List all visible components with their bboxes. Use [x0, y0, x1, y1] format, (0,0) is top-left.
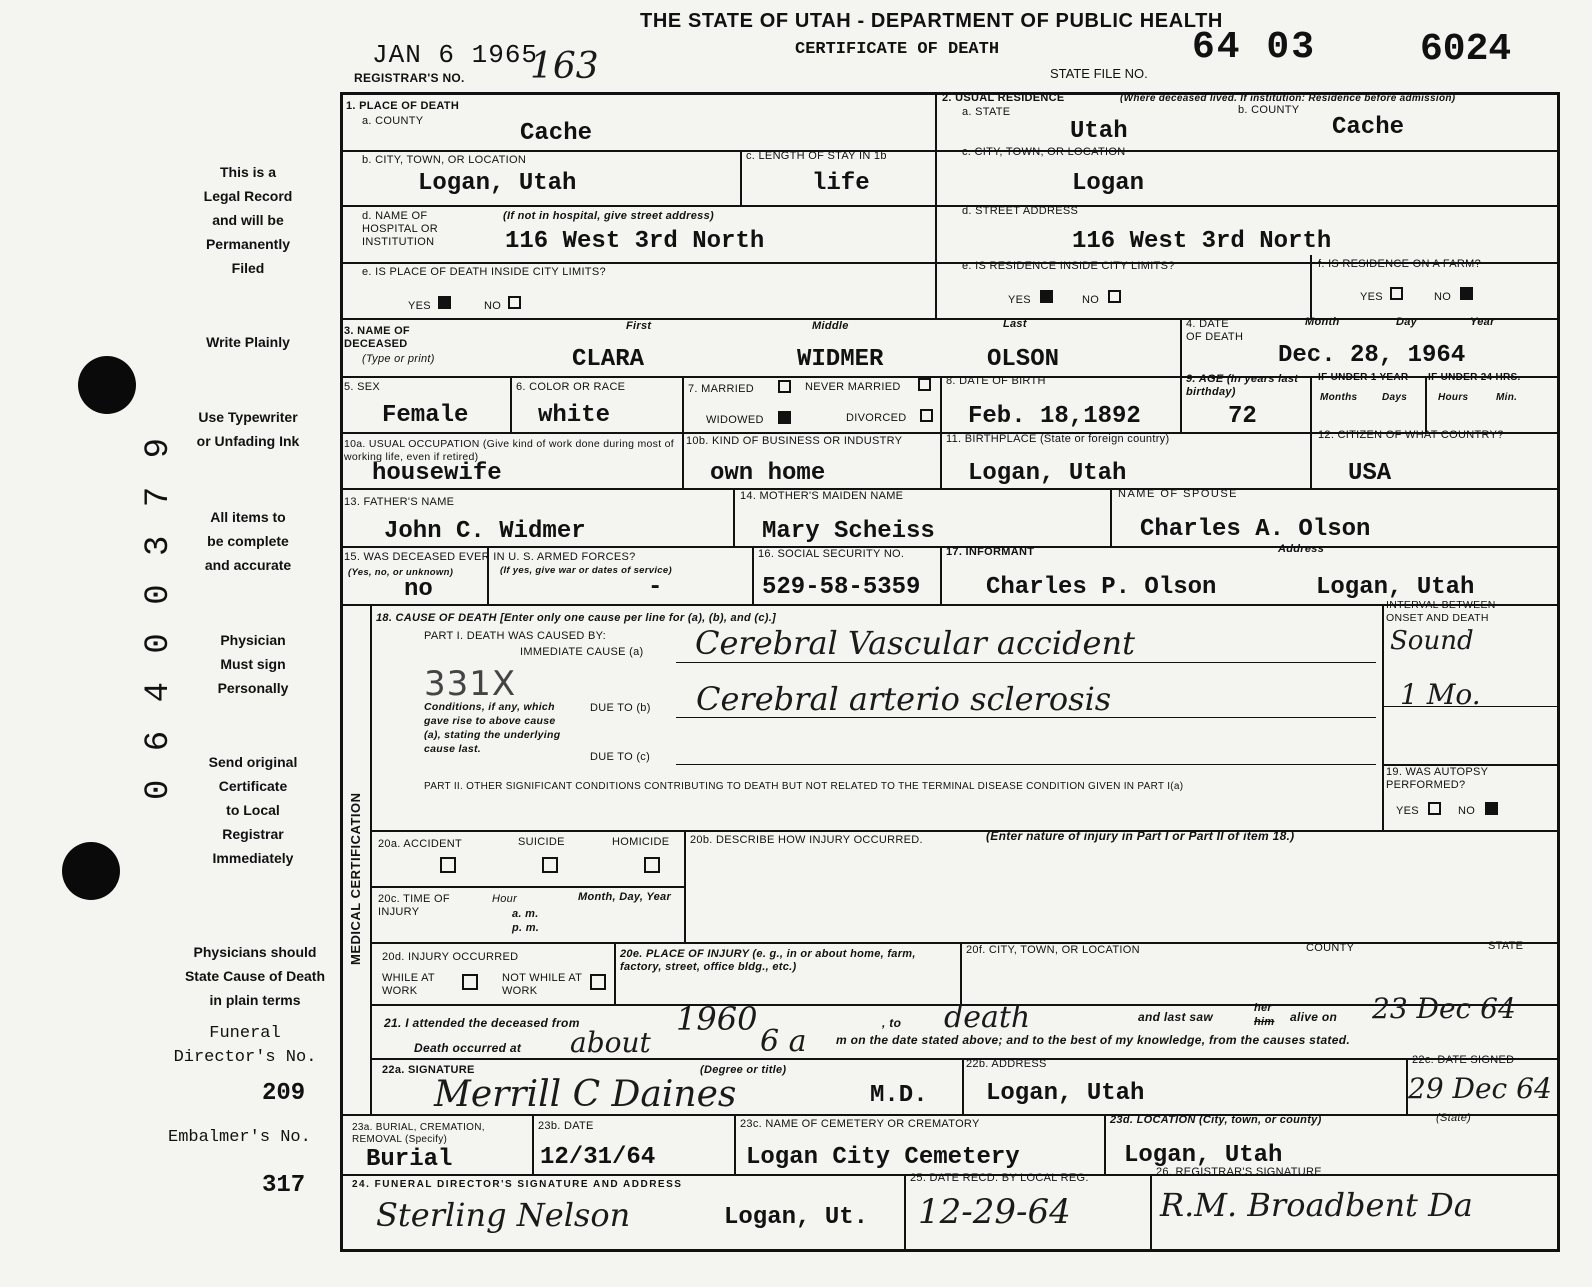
death-occurred-label: Death occurred at [414, 1041, 522, 1055]
length-of-stay-label: c. LENGTH OF STAY IN 1b [746, 150, 887, 162]
received-date-stamp: JAN 6 1965 [372, 40, 539, 70]
interval-a-value: Sound [1390, 626, 1474, 656]
res-farm-yes-checkbox[interactable] [1390, 287, 1403, 300]
accident-label: 20a. ACCIDENT [378, 838, 462, 850]
funeral-director-number: 209 [262, 1080, 306, 1107]
date-of-death-label: 4. DATE OF DEATH [1186, 318, 1244, 343]
res-inside-no-label: NO [1082, 294, 1100, 306]
res-city-label: c. CITY, TOWN, OR LOCATION [962, 146, 1126, 158]
res-county-value: Cache [1332, 114, 1405, 141]
funeral-director-sig-label: 24. FUNERAL DIRECTOR'S SIGNATURE AND ADDRESS [352, 1179, 683, 1190]
father-value: John C. Widmer [384, 518, 586, 545]
vertical-serial-number: 0 6 4 0 0 3 7 9 [140, 433, 178, 800]
burial-date-value: 12/31/64 [540, 1144, 656, 1171]
degree-label: (Degree or title) [700, 1064, 787, 1076]
attended-to-value: death [944, 1000, 1031, 1035]
not-while-at-work-label: NOT WHILE AT WORK [502, 972, 583, 997]
res-state-label: a. STATE [962, 106, 1011, 118]
death-inside-yes-label: YES [408, 300, 431, 312]
signature-label: 22a. SIGNATURE [382, 1064, 475, 1076]
cause-of-death-label: 18. CAUSE OF DEATH [Enter only one cause per line for (a), (b), and (c).] [376, 612, 777, 624]
state-file-label: STATE FILE NO. [1050, 66, 1148, 81]
divorced-checkbox[interactable] [920, 409, 933, 422]
res-inside-city-label: e. IS RESIDENCE INSIDE CITY LIMITS? [962, 260, 1175, 272]
state-file-number-part2: 6024 [1420, 28, 1512, 71]
dob-label: 8. DATE OF BIRTH [946, 375, 1046, 387]
am-label: a. m. [512, 908, 539, 920]
due-to-c-label: DUE TO (c) [590, 751, 651, 763]
alive-on-label: alive on [1290, 1010, 1338, 1024]
informant-label: 17. INFORMANT [946, 546, 1035, 558]
middle-name-label: Middle [812, 320, 849, 332]
spouse-label: NAME OF SPOUSE [1118, 488, 1239, 500]
injury-city-label: 20f. CITY, TOWN, OR LOCATION [966, 944, 1140, 956]
months-label: Months [1320, 392, 1358, 403]
while-at-work-label: WHILE AT WORK [382, 972, 435, 997]
race-label: 6. COLOR OR RACE [516, 381, 626, 393]
length-of-stay-value: life [812, 170, 870, 197]
death-county-value: Cache [520, 120, 593, 147]
burial-method-label: 23a. BURIAL, CREMATION, REMOVAL (Specify) [352, 1122, 485, 1145]
father-label: 13. FATHER'S NAME [344, 496, 455, 508]
year-label: Year [1470, 316, 1495, 328]
date-received-value: 12-29-64 [918, 1192, 1071, 1232]
alive-on-value: 23 Dec 64 [1372, 992, 1516, 1025]
armed-forces-label: 15. WAS DECEASED EVER IN U. S. ARMED FORCES? [344, 551, 636, 563]
part2-label: PART II. OTHER SIGNIFICANT CONDITIONS CONTRIBUTING TO DEATH BUT NOT RELATED TO THE TERMINAL DISEASE CONDITION GIVEN IN PART I(a) [424, 781, 1184, 792]
min-label: Min. [1496, 392, 1518, 403]
death-city-label: b. CITY, TOWN, OR LOCATION [362, 154, 527, 166]
middle-name-value: WIDMER [797, 346, 884, 373]
res-city-value: Logan [1072, 170, 1145, 197]
how-injury-note: (Enter nature of injury in Part I or Part II of item 18.) [986, 829, 1295, 843]
first-name-label: First [626, 320, 652, 332]
homicide-checkbox[interactable] [644, 857, 660, 873]
ssn-value: 529-58-5359 [762, 574, 921, 601]
state-file-number-part1: 64 03 [1192, 26, 1317, 69]
embalmer-label: Embalmer's No. [168, 1128, 311, 1147]
death-time-value: 6 a [760, 1024, 807, 1059]
registrar-number: 163 [530, 46, 599, 87]
mother-label: 14. MOTHER'S MAIDEN NAME [740, 490, 904, 502]
autopsy-label: 19. WAS AUTOPSY PERFORMED? [1386, 766, 1489, 791]
sex-label: 5. SEX [344, 381, 381, 393]
embalmer-number: 317 [262, 1172, 306, 1199]
mother-value: Mary Scheiss [762, 518, 935, 545]
typewriter-note: Use Typewriter or Unfading Ink [196, 409, 300, 449]
informant-address-value: Logan, Utah [1316, 574, 1475, 601]
armed-forces-value: no [404, 576, 433, 603]
race-value: white [538, 402, 611, 429]
date-of-death-value: Dec. 28, 1964 [1278, 342, 1466, 369]
conditions-note: Conditions, if any, which gave rise to above cause (a), stating the underlying cause last. [424, 701, 561, 755]
business-label: 10b. KIND OF BUSINESS OR INDUSTRY [686, 435, 903, 447]
date-received-label: 25. DATE RECD. BY LOCAL REG. [910, 1172, 1089, 1184]
death-inside-city-label: e. IS PLACE OF DEATH INSIDE CITY LIMITS? [362, 266, 606, 278]
how-injury-label: 20b. DESCRIBE HOW INJURY OCCURRED. [690, 834, 923, 846]
month-day-year-label: Month, Day, Year [578, 891, 672, 903]
burial-location-label: 23d. LOCATION (City, town, or county) [1110, 1114, 1322, 1126]
time-of-injury-label: 20c. TIME OF INJURY [378, 893, 450, 918]
due-to-b-value: Cerebral arterio sclerosis [696, 680, 1112, 718]
registrar-signature: R.M. Broadbent Da [1160, 1186, 1473, 1224]
hospital-address-value: 116 West 3rd North [505, 228, 765, 255]
complete-note: All items to be complete and accurate [204, 509, 292, 573]
attended-from-value: 1960 [676, 1000, 758, 1038]
armed-forces-note2: (If yes, give war or dates of service) [500, 565, 672, 576]
divorced-label: DIVORCED [846, 412, 907, 424]
first-name-value: CLARA [572, 346, 645, 373]
under-1-year-label: IF UNDER 1 YEAR [1318, 372, 1409, 383]
injury-occurred-label: 20d. INJURY OCCURRED [382, 951, 519, 963]
usual-residence-label: 2. USUAL RESIDENCE [942, 92, 1065, 104]
armed-forces-dates: - [648, 574, 663, 601]
sex-value: Female [382, 402, 469, 429]
interval-label: INTERVAL BETWEEN ONSET AND DEATH [1386, 599, 1496, 624]
informant-value: Charles P. Olson [986, 574, 1217, 601]
immediate-cause-value: Cerebral Vascular accident [695, 624, 1135, 662]
pm-label: p. m. [512, 922, 540, 934]
while-at-work-checkbox[interactable] [462, 974, 478, 990]
death-inside-no-label: NO [484, 300, 502, 312]
occupation-label: 10a. USUAL OCCUPATION (Give kind of work done during most of working life, even if retired) [344, 438, 675, 463]
registrar-signature-label: 26. REGISTRAR'S SIGNATURE [1156, 1166, 1322, 1178]
part1-label: PART I. DEATH WAS CAUSED BY: [424, 630, 606, 642]
legal-record-note: This is a Legal Record and will be Permanently Filed [203, 164, 293, 276]
month-label: Month [1305, 316, 1340, 328]
widowed-label: WIDOWED [706, 414, 764, 426]
birthplace-value: Logan, Utah [968, 460, 1127, 487]
injury-county-label: COUNTY [1306, 942, 1355, 954]
age-value: 72 [1228, 403, 1257, 430]
hour-label: Hour [492, 893, 518, 905]
send-original-note: Send original Certificate to Local Registrar Immediately [208, 754, 298, 866]
injury-state-label: STATE [1488, 940, 1524, 952]
last-name-label: Last [1003, 318, 1027, 330]
res-street-label: d. STREET ADDRESS [962, 205, 1079, 217]
physician-signature: Merrill C Daines [434, 1074, 737, 1115]
hospital-label: d. NAME OF HOSPITAL OR INSTITUTION [362, 210, 439, 248]
homicide-label: HOMICIDE [612, 836, 670, 848]
armed-forces-note1: (Yes, no, or unknown) [348, 567, 454, 578]
burial-method-value: Burial [366, 1146, 453, 1173]
occupation-value: housewife [372, 460, 502, 487]
punch-hole-bottom [62, 842, 120, 900]
business-value: own home [710, 460, 826, 487]
cemetery-label: 23c. NAME OF CEMETERY OR CREMATORY [740, 1118, 980, 1130]
citizen-label: 12. CITIZEN OF WHAT COUNTRY? [1318, 429, 1504, 441]
hours-label: Hours [1438, 392, 1469, 403]
res-inside-yes-label: YES [1008, 294, 1031, 306]
physician-note: Physician Must sign Personally [217, 632, 289, 696]
funeral-director-address: Logan, Ut. [724, 1204, 869, 1231]
physician-degree: M.D. [870, 1082, 928, 1109]
never-married-checkbox[interactable] [918, 378, 931, 391]
res-county-label: b. COUNTY [1238, 104, 1300, 116]
married-label: 7. MARRIED [688, 383, 754, 395]
write-plainly-note: Write Plainly [206, 334, 290, 350]
due-to-b-label: DUE TO (b) [590, 702, 651, 714]
suicide-checkbox[interactable] [542, 857, 558, 873]
registrar-number-label: REGISTRAR'S NO. [354, 71, 465, 85]
date-signed-value: 29 Dec 64 [1408, 1072, 1552, 1105]
autopsy-no-label: NO [1458, 805, 1476, 817]
attended-line-label: 21. I attended the deceased from [384, 1016, 580, 1030]
age-label: 9. AGE (In years last birthday) [1186, 373, 1299, 398]
citizen-value: USA [1348, 460, 1392, 487]
death-occurred-at-value: about [570, 1026, 651, 1059]
autopsy-yes-checkbox[interactable] [1428, 802, 1441, 815]
res-farm-label: f. IS RESIDENCE ON A FARM? [1318, 258, 1482, 270]
physician-address-value: Logan, Utah [986, 1080, 1145, 1107]
cemetery-value: Logan City Cemetery [746, 1144, 1020, 1171]
autopsy-no-checkbox[interactable] [1485, 802, 1498, 815]
burial-location-value: Logan, Utah [1124, 1142, 1283, 1169]
accident-checkbox[interactable] [440, 857, 456, 873]
death-inside-no-checkbox[interactable] [508, 296, 521, 309]
deceased-name-label: 3. NAME OF DECEASED [344, 325, 410, 350]
res-inside-no-checkbox[interactable] [1108, 290, 1121, 303]
res-inside-yes-checkbox[interactable] [1040, 290, 1053, 303]
medical-certification-label: MEDICAL CERTIFICATION [348, 792, 363, 965]
res-farm-no-label: NO [1434, 291, 1452, 303]
suicide-label: SUICIDE [518, 836, 565, 848]
death-occurred-statement: m on the date stated above; and to the best of my knowledge, from the causes stated. [836, 1033, 1350, 1047]
state-note: (State) [1436, 1112, 1472, 1124]
him-label: him [1254, 1016, 1275, 1028]
res-farm-yes-label: YES [1360, 291, 1383, 303]
widowed-checkbox[interactable] [778, 411, 791, 424]
punch-hole-top [78, 356, 136, 414]
informant-address-label: Address [1278, 543, 1325, 555]
her-label: her [1254, 1002, 1273, 1014]
not-while-at-work-checkbox[interactable] [590, 974, 606, 990]
immediate-cause-label: IMMEDIATE CAUSE (a) [520, 646, 644, 658]
place-of-death-label: 1. PLACE OF DEATH [346, 100, 460, 112]
physicians-should-note: Physicians should State Cause of Death in plain terms [184, 944, 326, 1008]
never-married-label: NEVER MARRIED [805, 381, 901, 393]
date-signed-label: 22c. DATE SIGNED [1412, 1054, 1515, 1066]
death-county-label: a. COUNTY [362, 115, 424, 127]
autopsy-yes-label: YES [1396, 805, 1419, 817]
res-farm-no-checkbox[interactable] [1460, 287, 1473, 300]
res-state-value: Utah [1070, 118, 1128, 145]
death-city-value: Logan, Utah [418, 170, 577, 197]
under-24-hrs-label: IF UNDER 24 HRS. [1428, 372, 1521, 383]
spouse-value: Charles A. Olson [1140, 516, 1371, 543]
place-of-injury-label: 20e. PLACE OF INJURY (e. g., in or about home, farm, factory, street, office bldg., etc.) [620, 948, 916, 973]
cause-code: 331X [424, 664, 517, 704]
day-label: Day [1396, 316, 1418, 328]
birthplace-label: 11. BIRTHPLACE (State or foreign country) [946, 433, 1170, 445]
married-checkbox[interactable] [778, 380, 791, 393]
funeral-director-signature: Sterling Nelson [376, 1196, 631, 1234]
attended-to-label: , to [882, 1016, 902, 1030]
physician-address-label: 22b. ADDRESS [966, 1058, 1047, 1070]
dob-value: Feb. 18,1892 [968, 403, 1141, 430]
last-saw-label: and last saw [1138, 1010, 1213, 1024]
funeral-director-label: Funeral Director's No. [173, 1024, 317, 1067]
hospital-note: (If not in hospital, give street address) [503, 210, 714, 222]
last-name-value: OLSON [987, 346, 1060, 373]
usual-residence-note: (Where deceased lived. If institution: Residence before admission) [1120, 93, 1456, 104]
interval-b-value: 1 Mo. [1400, 678, 1481, 711]
document-title: CERTIFICATE OF DEATH [795, 40, 1000, 59]
ssn-label: 16. SOCIAL SECURITY NO. [758, 548, 905, 560]
type-or-print-note: (Type or print) [362, 353, 435, 365]
days-label: Days [1382, 392, 1408, 403]
state-title: THE STATE OF UTAH - DEPARTMENT OF PUBLIC HEALTH [640, 10, 1223, 32]
res-street-value: 116 West 3rd North [1072, 228, 1332, 255]
burial-date-label: 23b. DATE [538, 1120, 594, 1132]
death-inside-yes-checkbox[interactable] [438, 296, 451, 309]
